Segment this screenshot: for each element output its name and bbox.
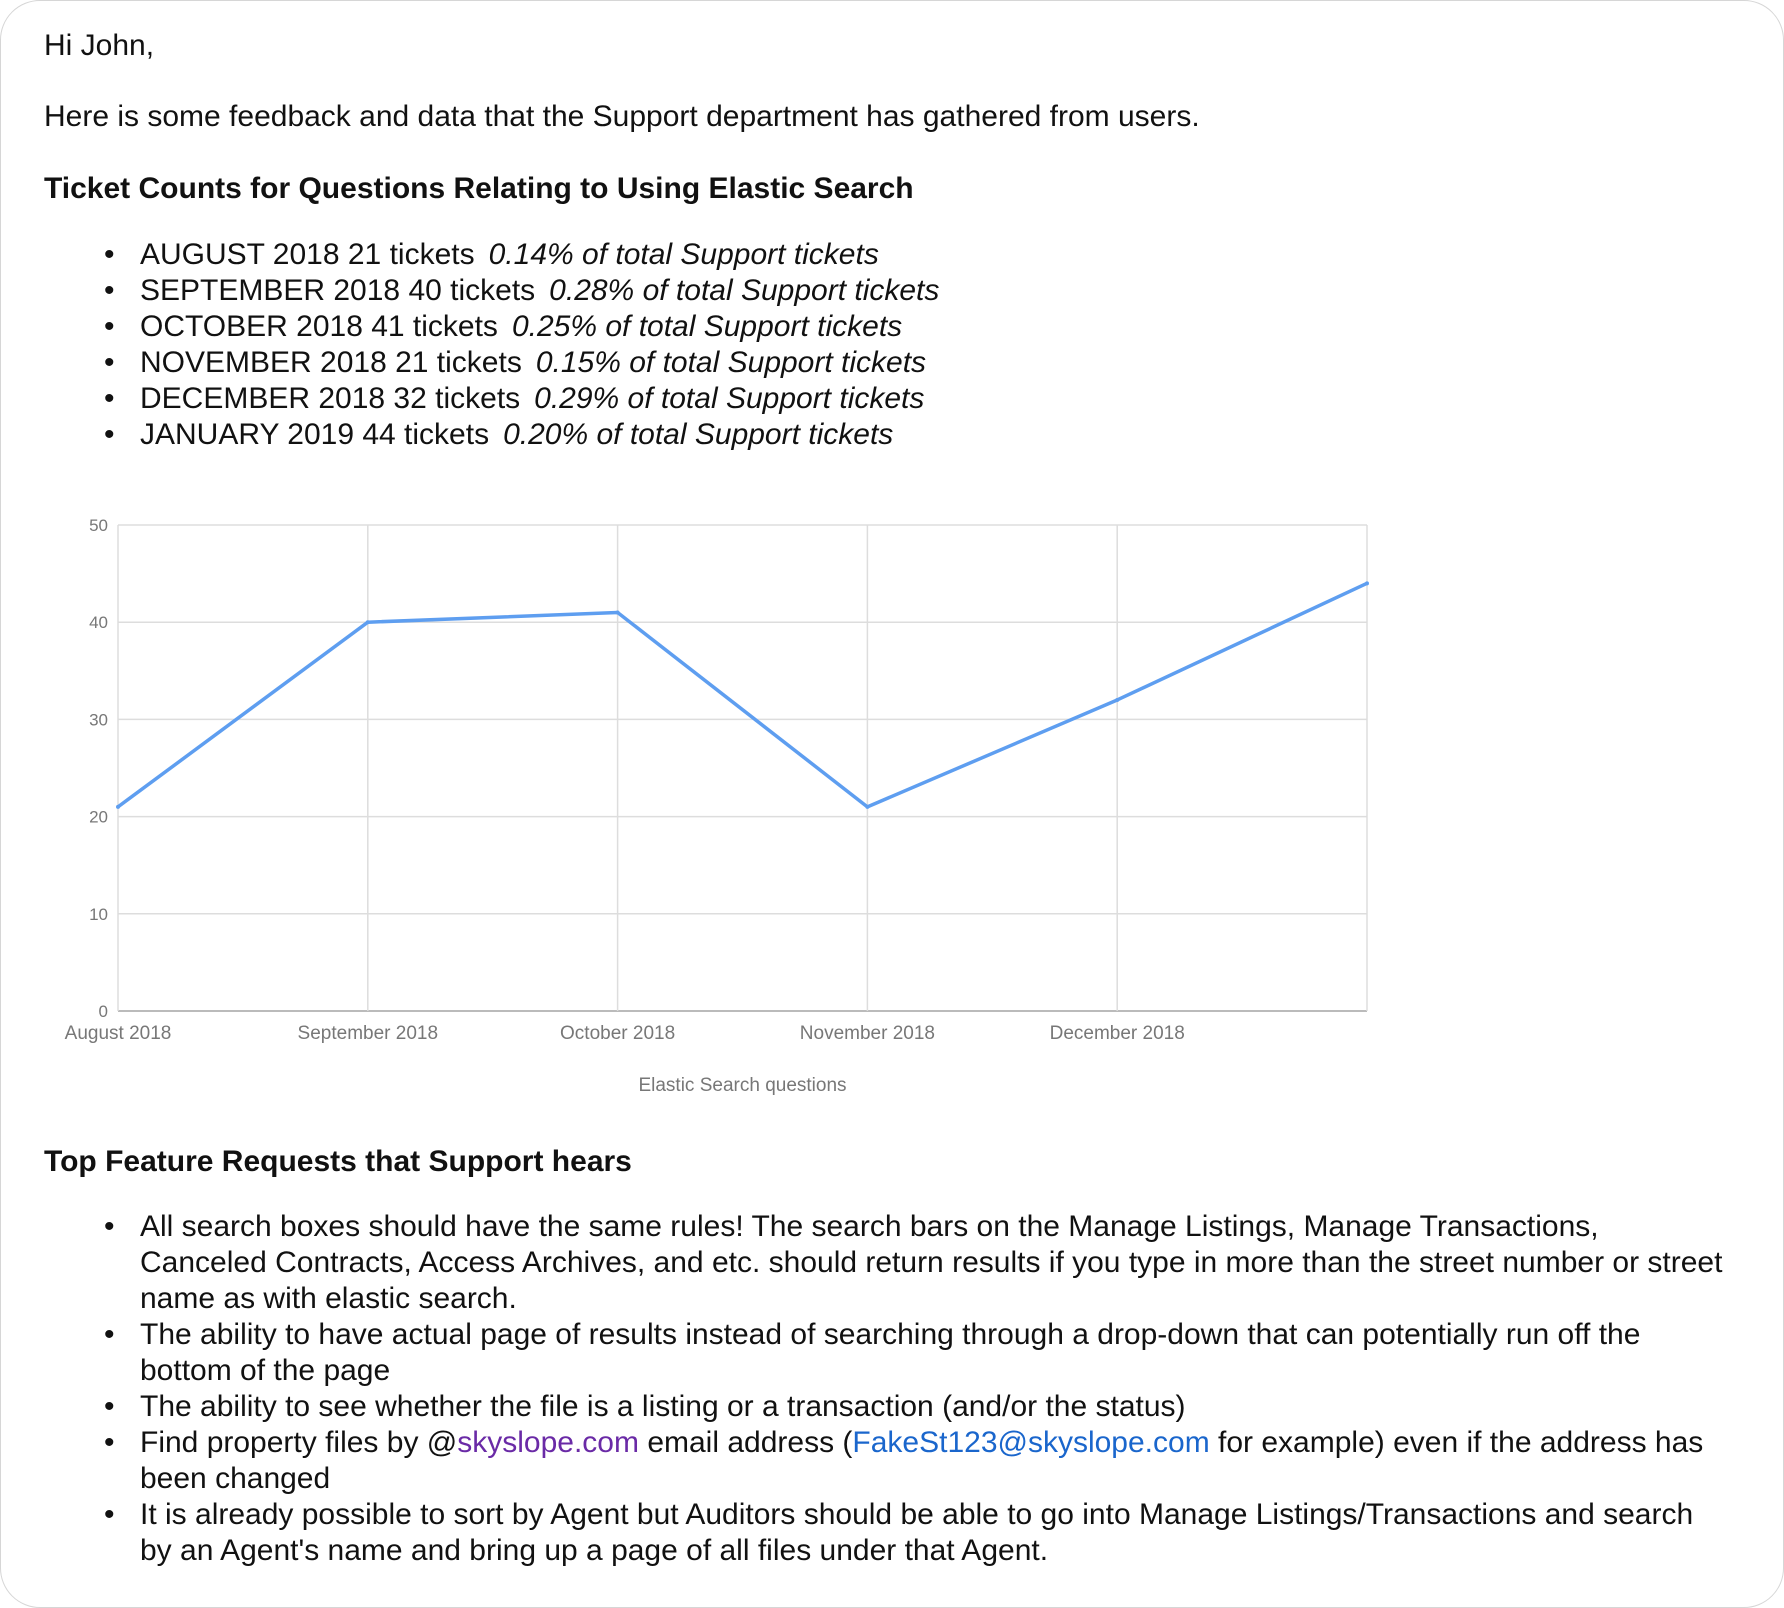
feature-requests-heading: Top Feature Requests that Support hears xyxy=(44,1145,632,1178)
x-tick-label: August 2018 xyxy=(64,1023,172,1044)
feature-text: Find property files by @ xyxy=(140,1426,458,1459)
x-axis-title: Elastic Search questions xyxy=(638,1075,847,1096)
ticket-percent: 0.20% of total Support tickets xyxy=(503,418,894,451)
list-item xyxy=(44,1425,1724,1497)
ticket-month-label: AUGUST 2018 21 tickets xyxy=(140,238,475,271)
ticket-month-label: JANUARY 2019 44 tickets xyxy=(140,418,490,451)
list-item xyxy=(44,273,1144,309)
x-tick-label: October 2018 xyxy=(560,1023,676,1044)
data-point xyxy=(366,620,370,624)
x-tick-label: November 2018 xyxy=(799,1023,936,1044)
list-item xyxy=(44,381,1144,417)
list-item xyxy=(44,237,1144,273)
data-point xyxy=(1115,698,1119,702)
y-tick-label: 0 xyxy=(98,1002,108,1021)
ticket-month-label: DECEMBER 2018 32 tickets xyxy=(140,382,521,415)
data-point xyxy=(865,805,869,809)
intro-text: Here is some feedback and data that the Support department has gathered from users. xyxy=(44,100,1200,133)
ticket-percent: 0.28% of total Support tickets xyxy=(549,274,940,307)
x-tick-label: September 2018 xyxy=(297,1023,439,1044)
list-item xyxy=(44,309,1144,345)
feature-text: email address ( xyxy=(638,1426,853,1459)
ticket-percent: 0.15% of total Support tickets xyxy=(535,346,927,379)
feature-request-list xyxy=(44,1209,1724,1569)
skyslope-domain-link[interactable]: skyslope.com xyxy=(457,1426,639,1459)
y-tick-label: 40 xyxy=(89,613,108,633)
example-email-link[interactable]: FakeSt123@skyslope.com xyxy=(852,1426,1210,1459)
x-tick-label: December 2018 xyxy=(1049,1023,1185,1044)
list-item xyxy=(44,417,1144,453)
y-tick-label: 20 xyxy=(89,807,108,827)
list-item: • The ability to see whether the file is a listing or a transaction (and/or the status) xyxy=(44,1389,1724,1425)
ticket-month-label: SEPTEMBER 2018 40 tickets xyxy=(140,274,536,307)
ticket-line-chart xyxy=(1,501,1421,1121)
y-tick-label: 10 xyxy=(89,904,108,924)
feature-text: for example) even if the address has been changed xyxy=(140,1426,1704,1495)
ticket-month-label: NOVEMBER 2018 21 tickets xyxy=(140,346,522,379)
list-item: • All search boxes should have the same rules! The search bars on the Manage Listings, Manage Transactions, Canceled Contracts, Access Archives, and etc. should return results if you type in more than the street number or street name as with elastic search. xyxy=(44,1209,1724,1317)
list-item: • It is already possible to sort by Agent but Auditors should be able to go into Manage Listings/Transactions and search by an Agent's name and bring up a page of all files under that Agent. xyxy=(44,1497,1724,1569)
ticket-percent: 0.29% of total Support tickets xyxy=(534,382,925,415)
y-tick-label: 30 xyxy=(89,710,108,730)
y-tick-label: 50 xyxy=(89,516,108,535)
ticket-counts-heading: Ticket Counts for Questions Relating to Using Elastic Search xyxy=(44,172,914,205)
ticket-percent: 0.25% of total Support tickets xyxy=(511,310,903,343)
ticket-month-label: OCTOBER 2018 41 tickets xyxy=(140,310,498,343)
list-item xyxy=(44,345,1144,381)
ticket-percent: 0.14% of total Support tickets xyxy=(488,238,879,271)
data-point xyxy=(1365,581,1369,585)
data-point xyxy=(116,805,120,809)
data-point xyxy=(616,610,620,614)
ticket-count-list xyxy=(44,237,1144,453)
series-line xyxy=(118,583,1367,807)
list-item: • The ability to have actual page of results instead of searching through a drop-down that can potentially run off the bottom of the page xyxy=(44,1317,1724,1389)
greeting: Hi John, xyxy=(44,29,155,62)
